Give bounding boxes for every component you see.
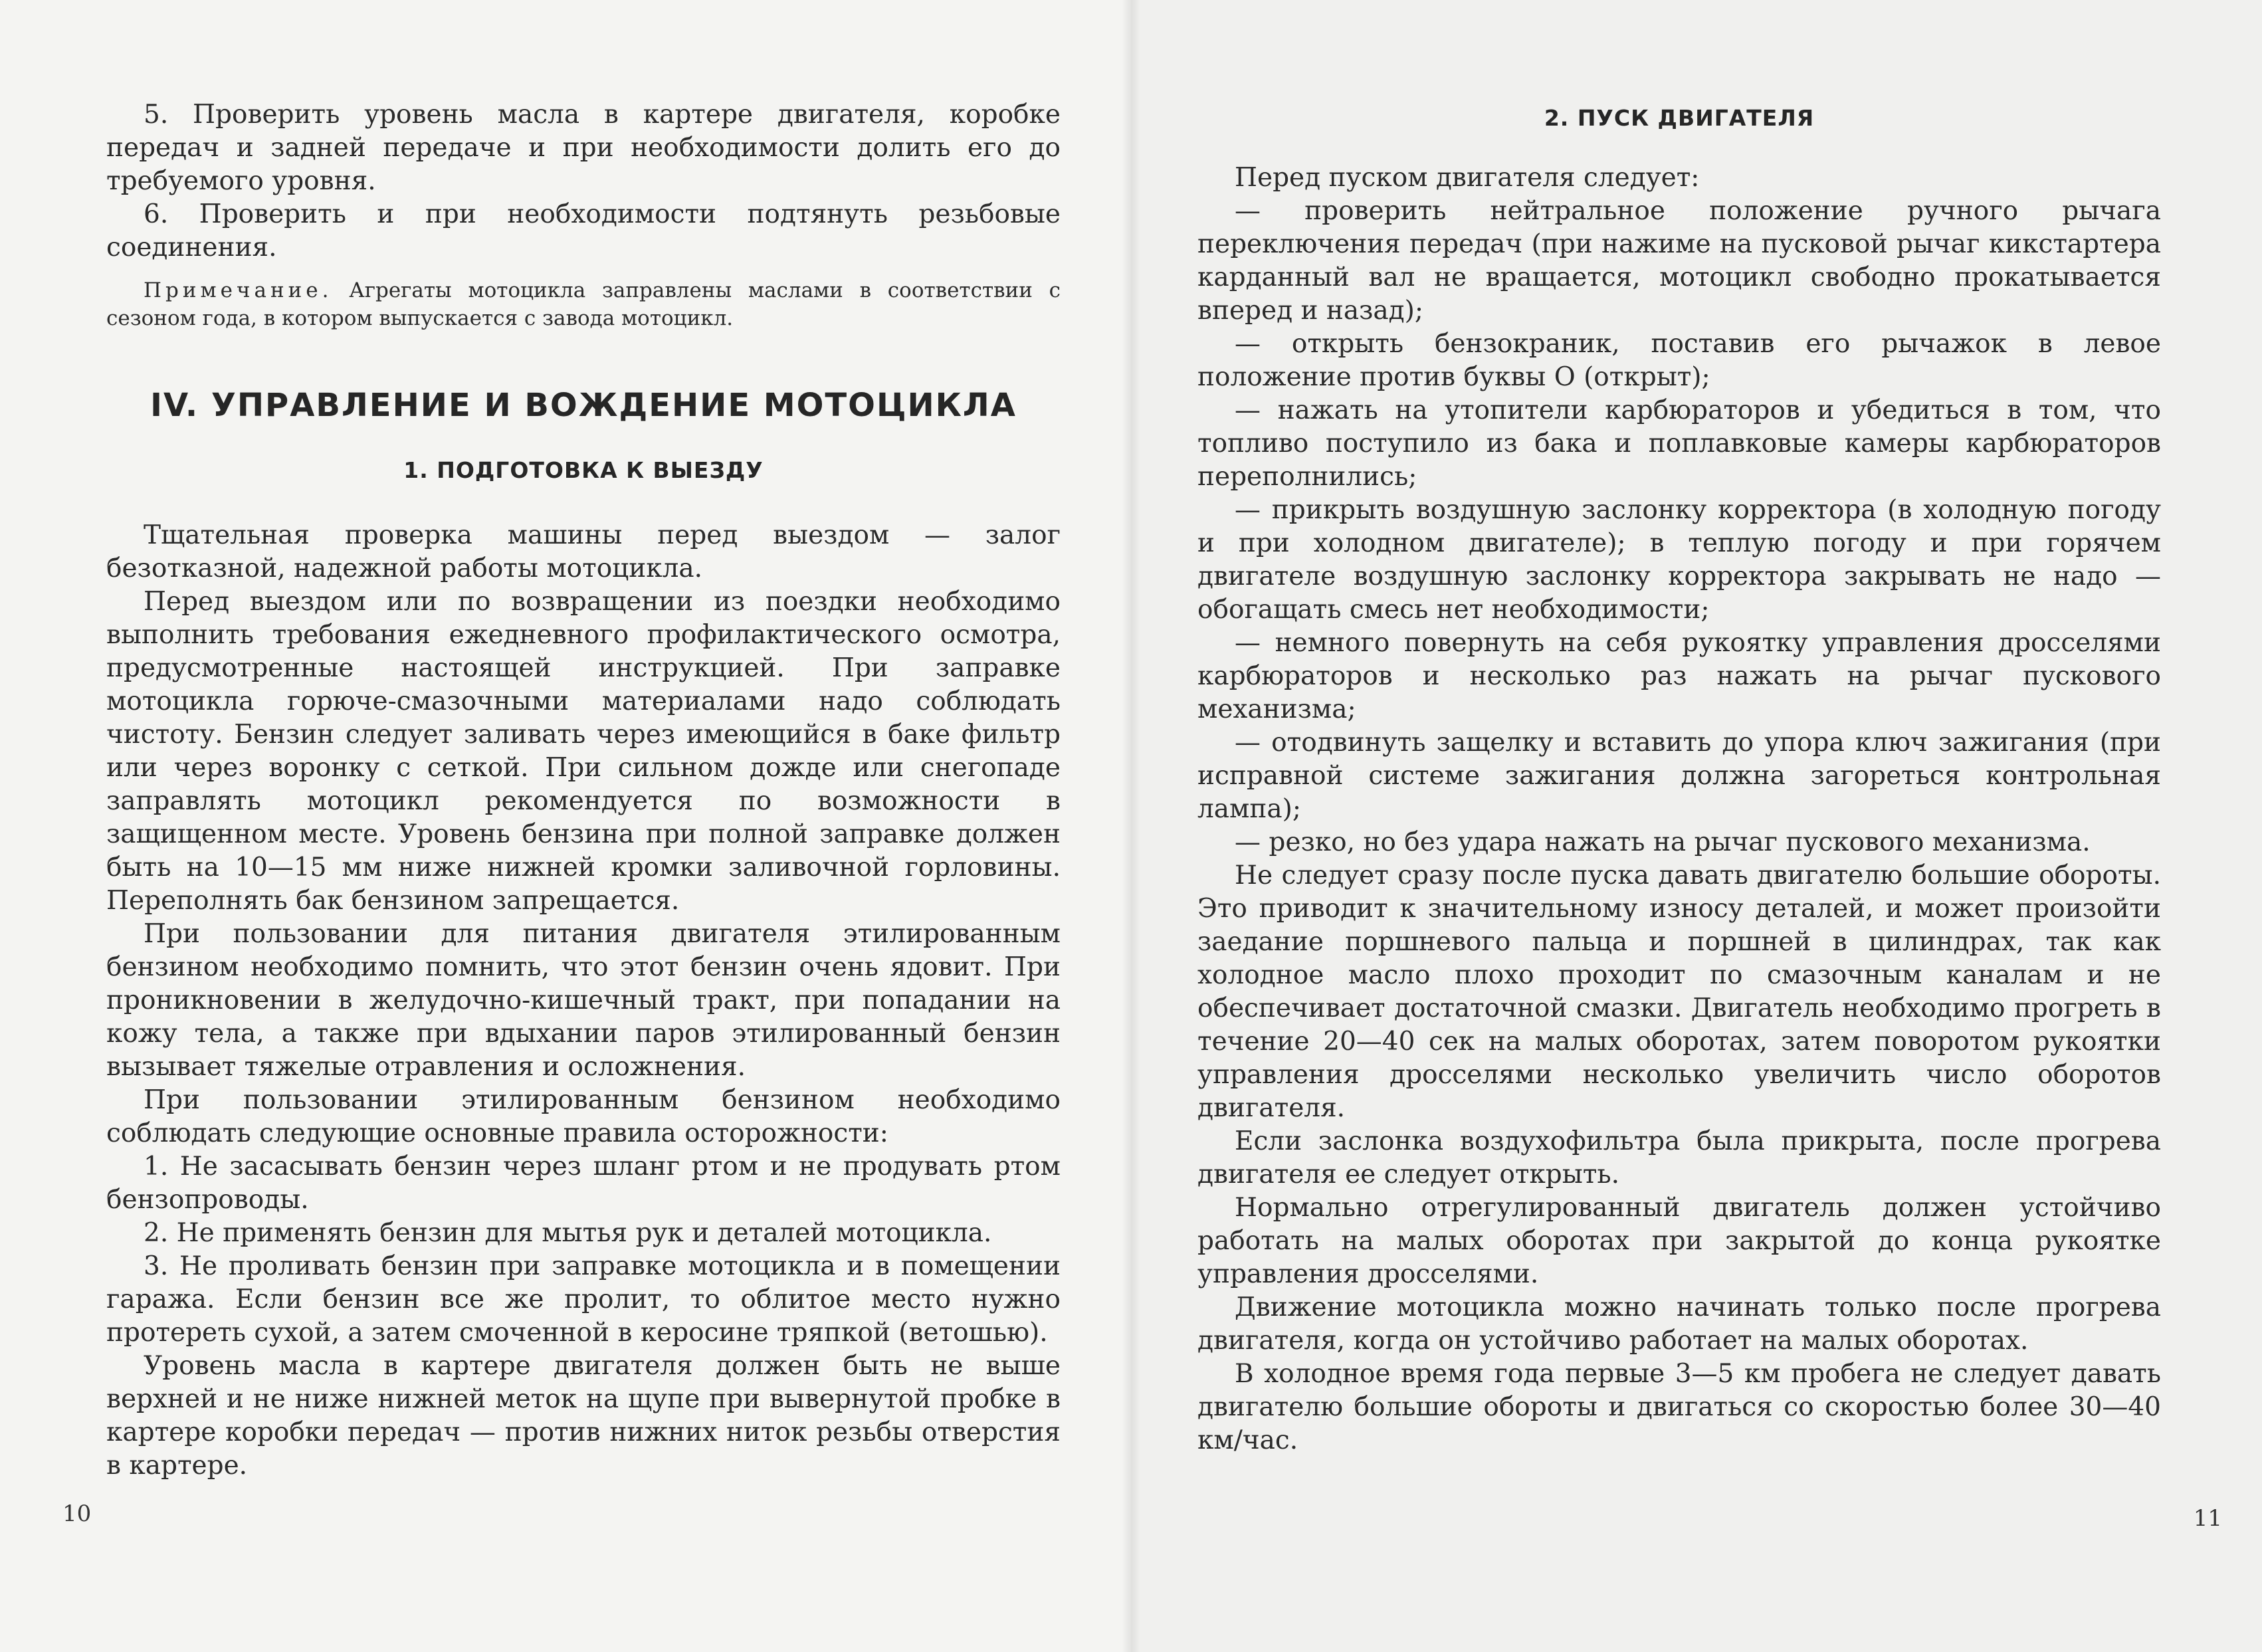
list-item: — резко, но без удара нажать на рычаг пускового механизма. — [1235, 827, 2091, 857]
paragraph: При пользовании этилированным бензином необходимо соблюдать следующие основные правила осторожности: — [106, 1085, 1061, 1148]
paragraph: Перед пуском двигателя следует: — [1235, 163, 1700, 193]
paragraph: Тщательная проверка машины перед выездом — залог безотказной, надежной работы мотоцикла. — [106, 520, 1061, 583]
section-title-engine-start: 2. ПУСК ДВИГАТЕЛЯ — [1544, 105, 1815, 131]
chapter-title: IV. УПРАВЛЕНИЕ И ВОЖДЕНИЕ МОТОЦИКЛА — [150, 387, 1017, 424]
paragraph: Если заслонка воздухофильтра была прикрыта, после прогрева двигателя ее следует открыть. — [1197, 1126, 2161, 1189]
list-item: — открыть бензокраник, поставив его рычажок в левое положение против буквы О (открыт); — [1197, 329, 2161, 392]
left-page-text — [106, 98, 1061, 1483]
paragraph: Перед выездом или по возвращении из поездки необходимо выполнить требования ежедневного профилактического осмотра, предусмотренные настоящей инструкцией. При заправке мотоцикла горюче-смазочными материалами надо соблюдать чистоту. Бензин следует заливать через имеющийся в баке фильтр или через воронку с сеткой. При сильном дожде или снегопаде заправлять мотоцикл рекомендуется по возможности в защищенном месте. Уровень бензина при полной заправке должен быть на 10—15 мм ниже нижней кромки заливочной горловины. Переполнять бак бензином запрещается. — [106, 587, 1061, 916]
list-item: — немного повернуть на себя рукоятку управления дросселями карбюраторов и несколько раз нажать на рычаг пускового механизма; — [1197, 628, 2161, 724]
list-item: — проверить нейтральное положение ручного рычага переключения передач (при нажиме на пусковой рычаг кикстартера карданный вал не вращается, мотоцикл свободно прокатывается вперед и назад); — [1197, 196, 2161, 326]
paragraph: В холодное время года первые 3—5 км пробега не следует давать двигателю большие обороты и двигаться со скоростью более 30—40 км/час. — [1197, 1359, 2161, 1455]
list-item: 2. Не применять бензин для мытья рук и деталей мотоцикла. — [144, 1218, 992, 1248]
list-item: — отодвинуть защелку и вставить до упора ключ зажигания (при исправной системе зажигания должна загореться контрольная лампа); — [1197, 728, 2161, 824]
page-number-left: 10 — [62, 1500, 92, 1527]
paragraph: Не следует сразу после пуска давать двигателю большие обороты. Это приводит к значительному износу деталей, и может произойти заедание поршневого пальца и поршней в цилиндрах, так как холодное масло плохо проходит по смазочным каналам и не обеспечивает достаточной смазки. Двигатель необходимо прогреть в течение 20—40 сек на малых оборотах, затем поворотом рукоятки управления дросселями несколько увеличить число оборотов двигателя. — [1197, 861, 2161, 1123]
list-item: — прикрыть воздушную заслонку корректора (в холодную погоду и при холодном двигателе); в теплую погоду и при горячем двигателе воздушную заслонку корректора закрывать не надо — обогащать смесь нет необходимости; — [1197, 495, 2161, 625]
right-page-text — [1197, 105, 2161, 1457]
list-item: — нажать на утопители карбюраторов и убедиться в том, что топливо поступило из бака и поплавковые камеры карбюраторов переполнились; — [1197, 395, 2161, 492]
paragraph: Движение мотоцикла можно начинать только после прогрева двигателя, когда он устойчиво работает на малых оборотах. — [1197, 1292, 2161, 1356]
list-item: 3. Не проливать бензин при заправке мотоцикла и в помещении гаража. Если бензин все же пролит, то облитое место нужно протереть сухой, а затем смоченной в керосине тряпкой (ветошью). — [106, 1251, 1061, 1348]
note-label: Примечание. — [144, 278, 333, 302]
list-item-check-oil: 5. Проверить уровень масла в картере двигателя, коробке передач и задней передаче и при необходимости долить его до требуемого уровня. — [106, 100, 1061, 196]
section-title-preparation: 1. ПОДГОТОВКА К ВЫЕЗДУ — [403, 457, 764, 483]
paragraph: Уровень масла в картере двигателя должен быть не выше верхней и не ниже нижней меток на щупе при вывернутой пробке в картере коробки передач — против нижних ниток резьбы отверстия в картере. — [106, 1351, 1061, 1481]
paragraph: Нормально отрегулированный двигатель должен устойчиво работать на малых оборотах при закрытой до конца рукоятке управления дросселями. — [1197, 1193, 2161, 1289]
list-item-tighten-threads: 6. Проверить и при необходимости подтянуть резьбовые соединения. — [106, 199, 1061, 262]
page-number-right: 11 — [2193, 1505, 2222, 1532]
note — [106, 276, 1061, 332]
list-item: 1. Не засасывать бензин через шланг ртом и не продувать ртом бензопроводы. — [106, 1152, 1061, 1215]
book-gutter — [1122, 0, 1140, 1652]
paragraph: При пользовании для питания двигателя этилированным бензином необходимо помнить, что этот бензин очень ядовит. При проникновении в желудочно-кишечный тракт, при попадании на кожу тела, а также при вдыхании паров этилированный бензин вызывает тяжелые отравления и осложнения. — [106, 919, 1061, 1082]
right-page — [1131, 0, 2262, 1652]
note-text: Агрегаты мотоцикла заправлены маслами в соответствии с сезоном года, в котором выпускается с завода мотоцикл. — [106, 278, 1061, 330]
